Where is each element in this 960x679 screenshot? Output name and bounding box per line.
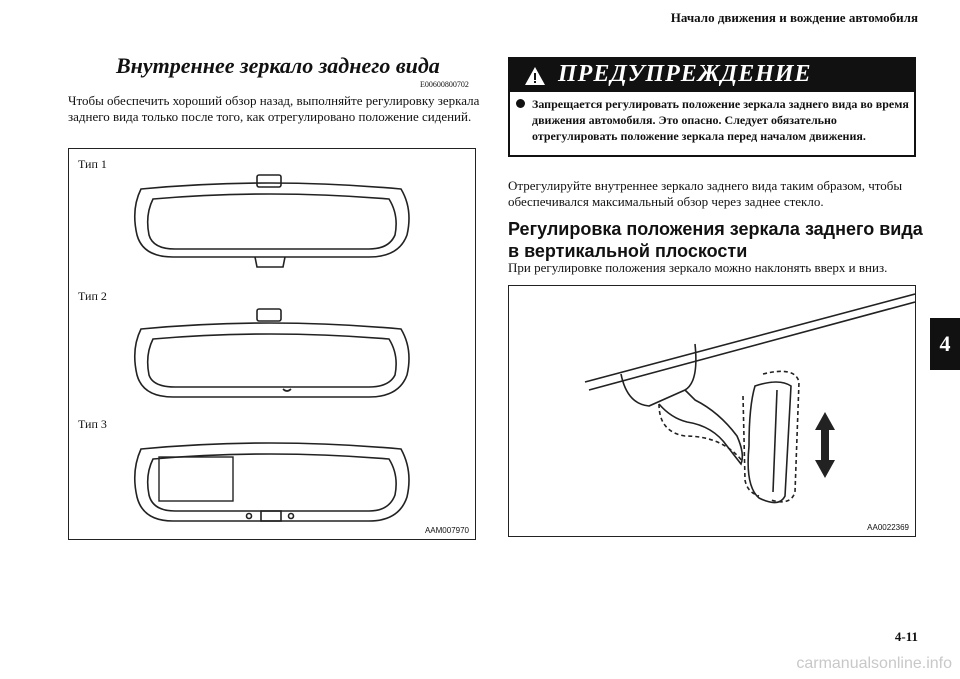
subsection-title (508, 218, 923, 262)
updown-arrow-icon (815, 412, 835, 478)
bullet-icon (516, 99, 525, 108)
mirror-drawings (69, 149, 475, 539)
warning-body (514, 96, 910, 144)
subsection-paragraph: При регулировке положения зеркало можно наклонять вверх и вниз. (508, 260, 888, 275)
type1-label: Тип 1 (78, 157, 107, 171)
mirror-mount (621, 344, 696, 406)
vertical-adjust-figure (508, 285, 916, 537)
subsection-title-line2: в вертикальной плоскости (508, 241, 748, 261)
warning-text: Запрещается регулировать положение зеркала заднего вида во время движения автомобиля. Это опасно. Следует обязательно отрегулировать положение зеркала перед началом движения. (532, 97, 909, 143)
warning-box (508, 57, 916, 157)
intro-paragraph: Чтобы обеспечить хороший обзор назад, выполняйте регулировку зеркала заднего вида только после того, как отрегулировано положение сидений. (68, 93, 480, 124)
mirror-body (748, 382, 791, 503)
adjust-paragraph: Отрегулируйте внутреннее зеркало заднего вида таким образом, чтобы обеспечивался максимальный обзор через заднее стекло. (508, 178, 903, 209)
page-number: 4-11 (894, 629, 918, 644)
warning-triangle-icon (524, 66, 546, 86)
chapter-tab[interactable]: 4 (930, 318, 960, 370)
mirror-tilt-drawing (509, 286, 915, 536)
figure-code-left: AAM007970 (424, 526, 469, 535)
warning-title: ПРЕДУПРЕЖДЕНИЕ (558, 61, 812, 87)
mirror-type3-illustration (135, 443, 409, 521)
section-code: E00600800702 (420, 80, 469, 89)
mirror-types-figure (68, 148, 476, 540)
windshield-line (585, 294, 915, 382)
section-title: Внутреннее зеркало заднего вида (116, 53, 440, 78)
figure-code-right: AA0022369 (867, 523, 909, 532)
type3-label: Тип 3 (78, 417, 107, 431)
warning-header (510, 59, 914, 92)
subsection-title-line1: Регулировка положения зеркала заднего вида (508, 219, 923, 239)
type2-label: Тип 2 (78, 289, 107, 303)
mirror-type2-illustration (135, 309, 409, 397)
watermark: carmanualsonline.info (796, 655, 952, 672)
mirror-type1-illustration (135, 175, 409, 267)
running-header: Начало движения и вождение автомобиля (670, 10, 918, 25)
